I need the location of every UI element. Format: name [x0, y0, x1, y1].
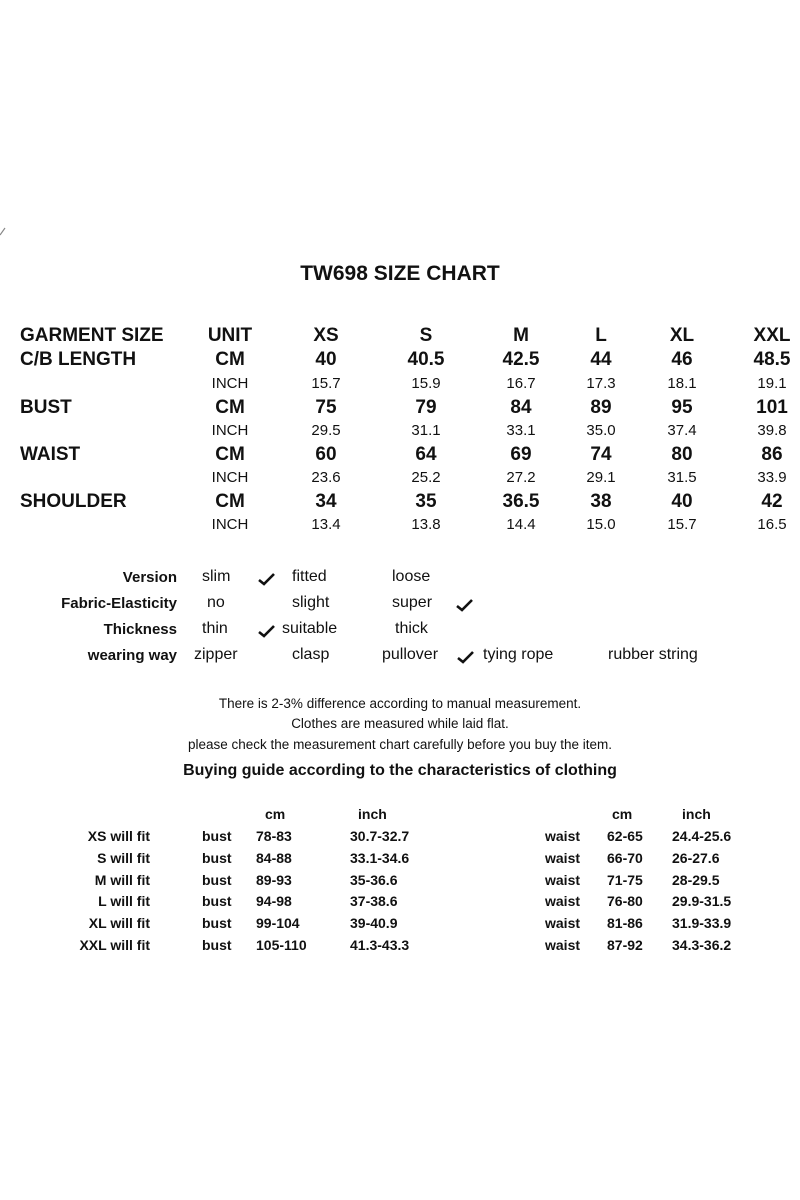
guide-bust-inch: 37-38.6 [350, 893, 398, 909]
cell-inch: 37.4 [667, 422, 697, 439]
guide-header-inch: inch [358, 806, 387, 822]
guide-bust-inch: 41.3-43.3 [350, 937, 410, 953]
cell-cm: 42.5 [502, 349, 540, 370]
cell-inch: 27.2 [506, 469, 536, 486]
cell-inch: 33.1 [506, 422, 536, 439]
cell-cm: 35 [415, 491, 437, 512]
guide-bust-cm: 89-93 [256, 872, 292, 888]
cell-cm: 42 [761, 491, 783, 512]
header-l: L [595, 325, 607, 346]
option: suitable [282, 620, 338, 637]
cell-inch: 16.7 [506, 375, 536, 392]
cell-inch: 17.3 [586, 375, 616, 392]
cell-cm: 40.5 [407, 349, 445, 370]
note-line: please check the measurement chart carefully before you buy the item. [188, 737, 612, 752]
guide-waist-inch: 24.4-25.6 [672, 828, 732, 844]
guide-waist-inch: 31.9-33.9 [672, 915, 732, 931]
cell-cm: 46 [671, 349, 693, 370]
unit-cm: CM [215, 444, 245, 465]
option: clasp [292, 646, 330, 663]
header-s: S [419, 325, 433, 346]
cell-inch: 33.9 [757, 469, 787, 486]
guide-waist-cm: 76-80 [607, 893, 643, 909]
guide-row-label: L will fit [98, 893, 150, 909]
row-label: WAIST [20, 444, 81, 465]
guide-waist-inch: 28-29.5 [672, 872, 720, 888]
cell-cm: 89 [590, 397, 612, 418]
unit-cm: CM [215, 491, 245, 512]
cell-inch: 18.1 [667, 375, 697, 392]
guide-waist-inch: 26-27.6 [672, 850, 720, 866]
row-label: BUST [20, 397, 72, 418]
unit-cm: CM [215, 349, 245, 370]
guide-waist-cm: 62-65 [607, 828, 643, 844]
cell-inch: 39.8 [757, 422, 787, 439]
page-title: TW698 SIZE CHART [300, 262, 500, 285]
guide-waist-word: waist [545, 937, 581, 953]
cell-inch: 31.1 [411, 422, 441, 439]
guide-bust-cm: 78-83 [256, 828, 292, 844]
guide-bust-cm: 84-88 [256, 850, 292, 866]
cell-cm: 64 [415, 444, 437, 465]
guide-waist-cm: 66-70 [607, 850, 643, 866]
cell-inch: 31.5 [667, 469, 697, 486]
guide-bust-inch: 39-40.9 [350, 915, 398, 931]
guide-waist-cm: 87-92 [607, 937, 643, 953]
cell-cm: 74 [590, 444, 612, 465]
cell-cm: 69 [510, 444, 532, 465]
guide-bust-word: bust [202, 893, 232, 909]
unit-inch: INCH [211, 516, 249, 533]
cell-cm: 95 [671, 397, 693, 418]
guide-bust-inch: 35-36.6 [350, 872, 398, 888]
header-garment-size: GARMENT SIZE [20, 325, 164, 346]
note-line: Clothes are measured while laid flat. [291, 716, 509, 731]
guide-waist-inch: 29.9-31.5 [672, 893, 732, 909]
guide-row-label: S will fit [97, 850, 150, 866]
option: slim [202, 568, 231, 585]
option: fitted [292, 568, 327, 585]
guide-title: Buying guide according to the characteristics of clothing [183, 762, 617, 779]
option: thick [395, 620, 428, 637]
header-xl: XL [669, 325, 695, 346]
cell-cm: 79 [415, 397, 437, 418]
char-label-wearing-way: wearing way [87, 647, 177, 664]
option: pullover [382, 646, 439, 663]
guide-waist-word: waist [545, 915, 581, 931]
header-xxl: XXL [753, 325, 791, 346]
cell-inch: 13.4 [311, 516, 341, 533]
option: loose [392, 568, 431, 585]
cell-cm: 44 [590, 349, 612, 370]
cell-cm: 48.5 [753, 349, 791, 370]
cell-cm: 75 [315, 397, 337, 418]
guide-header-cm: cm [265, 806, 286, 822]
option: rubber string [608, 646, 698, 663]
option: zipper [194, 646, 238, 663]
guide-row-label: M will fit [94, 872, 150, 888]
cell-inch: 13.8 [411, 516, 441, 533]
cell-cm: 60 [315, 444, 337, 465]
checkmark-icon [258, 573, 275, 586]
char-label-version: Version [122, 569, 177, 586]
unit-inch: INCH [211, 422, 249, 439]
cell-inch: 15.7 [667, 516, 697, 533]
cell-inch: 14.4 [506, 516, 536, 533]
char-label-fabric-elasticity: Fabric-Elasticity [61, 595, 177, 612]
guide-header-inch: inch [682, 806, 711, 822]
guide-waist-word: waist [545, 893, 581, 909]
note-line: There is 2-3% difference according to manual measurement. [218, 696, 582, 711]
option: no [207, 594, 225, 611]
cell-inch: 16.5 [757, 516, 787, 533]
char-label-thickness: Thickness [103, 621, 177, 638]
header-m: M [513, 325, 529, 346]
cell-cm: 38 [590, 491, 612, 512]
cell-inch: 35.0 [586, 422, 616, 439]
cell-inch: 15.7 [311, 375, 341, 392]
guide-bust-word: bust [202, 850, 232, 866]
row-label: SHOULDER [20, 491, 127, 512]
checkmark-icon [258, 625, 275, 638]
checkmark-icon [456, 599, 473, 612]
cell-inch: 19.1 [757, 375, 787, 392]
cell-inch: 23.6 [311, 469, 341, 486]
unit-cm: CM [215, 397, 245, 418]
guide-bust-word: bust [202, 872, 232, 888]
unit-inch: INCH [211, 375, 249, 392]
cell-cm: 34 [315, 491, 337, 512]
option: thin [202, 620, 228, 637]
option: tying rope [483, 646, 554, 663]
cell-cm: 84 [510, 397, 532, 418]
guide-waist-word: waist [545, 828, 581, 844]
guide-bust-cm: 99-104 [256, 915, 300, 931]
cell-inch: 15.9 [411, 375, 441, 392]
guide-bust-cm: 94-98 [256, 893, 292, 909]
guide-bust-inch: 30.7-32.7 [350, 828, 410, 844]
guide-bust-word: bust [202, 937, 232, 953]
cell-inch: 15.0 [586, 516, 616, 533]
guide-bust-cm: 105-110 [256, 937, 307, 953]
cell-inch: 25.2 [411, 469, 441, 486]
guide-header-cm: cm [612, 806, 633, 822]
guide-waist-cm: 71-75 [607, 872, 643, 888]
guide-waist-word: waist [545, 872, 581, 888]
cell-cm: 86 [761, 444, 783, 465]
header-xs: XS [313, 325, 339, 346]
guide-row-label: XS will fit [87, 828, 150, 844]
cell-cm: 40 [315, 349, 337, 370]
cell-cm: 101 [756, 397, 788, 418]
header-unit: UNIT [207, 325, 253, 346]
unit-inch: INCH [211, 469, 249, 486]
row-label: C/B LENGTH [20, 349, 137, 370]
guide-row-label: XL will fit [88, 915, 150, 931]
guide-waist-word: waist [545, 850, 581, 866]
cell-inch: 29.1 [586, 469, 616, 486]
cell-cm: 40 [671, 491, 693, 512]
guide-waist-cm: 81-86 [607, 915, 643, 931]
guide-bust-word: bust [202, 915, 232, 931]
guide-row-label: XXL will fit [79, 937, 150, 953]
guide-waist-inch: 34.3-36.2 [672, 937, 732, 953]
guide-bust-word: bust [202, 828, 232, 844]
option: slight [292, 594, 330, 611]
checkmark-icon [457, 651, 474, 664]
cell-cm: 36.5 [502, 491, 540, 512]
corner-mark [0, 226, 6, 236]
cell-cm: 80 [671, 444, 693, 465]
guide-bust-inch: 33.1-34.6 [350, 850, 410, 866]
cell-inch: 29.5 [311, 422, 341, 439]
option: super [392, 594, 433, 611]
